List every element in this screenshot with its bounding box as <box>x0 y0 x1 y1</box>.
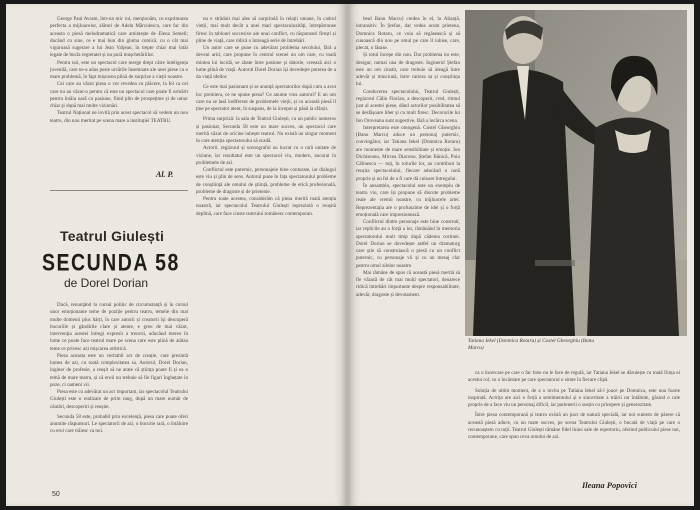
paragraph: Un autor care se pune cu adevărat problema secolului, fără a deveni arid, care propune în centrul scenei un om care, cu toată mintea lui lucidă, se zbate între pasiune și datorie, creează aici o lume plină de viață. Autorul Dorel Dorian își dovedește puterea de a da viață ideilor. <box>196 45 336 80</box>
paragraph: Dacă, renunțând la cursul politic de circumstanță și în cursul unor emoționante teme de poziție pentru teatru, temele din mai multe domenii plus hărți, în care autorii și creatorii își descoperă bucuriile și gândirile clare și atente, e greu de mai văzut, intervenția acestei întregi expresii a trecerii, aducând mereu în lume ce poate face teatrul mare pe scena care este plină de atâtea teme ce privesc azi mișcarea artistică. <box>50 302 188 352</box>
play-title: SECUNDA 58 <box>42 249 180 277</box>
magazine-spread <box>6 4 694 506</box>
paragraph: ca o încercare pe care o fac bine nu le face de regulă, iar Tatiana Iekel se dăruiește cu toată ființa ei acestui rol, cu o încântare pe care spectatorul o simte în fiecare clipă. <box>468 370 680 384</box>
paragraph: Soluția de ultim moment, de a o invita pe Tatiana Iekel să-l joace pe Domnica, este una foarte inspirată. Actrița are aici o forță a sentimentului și o sinceritate a trăirii rar întâlnite, găsind o cale proprie de a face viu un personaj dificil, iar partenerii o susțin cu pricepere și generozitate. <box>468 387 680 408</box>
paragraph: Secunda 58 este, probabil prin excelență, piesa care poate oferi anumite răspunsuri. Le spectatorii de azi, o bucurie rară, o întâlnire cu eroi care trăiesc ca noi. <box>50 413 188 435</box>
paragraph: nu e străduit mai ales să surprindă în relații umane, în cadrul vieții, mai mult decât a unei mari spectaculozități, întrepătrunse firesc în tablouri succesive ale unui conflict, cu răspunsuri firești și pline de viață, care ridică o întreagă serie de întrebări. <box>196 16 336 44</box>
paragraph: Mai rămâne de spus că această piesă merită să fie văzută de cât mai mulți spectatori, deoarece ridică întrebări importante despre responsabilitate, adevăr, dragoste și devotament. <box>356 269 460 298</box>
stage-photo-image <box>465 10 687 336</box>
theatre-name: Teatrul Giulești <box>60 228 165 244</box>
paragraph: Teatrul Național ne invită prin acest spectacol să vedem un nou teatru, din nou meritat pe scena mare a instituției TEATRU. <box>50 110 188 124</box>
paragraph: Piesa este cu adevărat un act important, iar spectacolul Teatrului Giulești este o realizare de prim rang, după un mare număr de căutări, descoperiri și reușite. <box>50 389 188 410</box>
paragraph: Conflictul dintre personaje este bine construit, iar replicile au o forță a lor, rămânând în memoria spectatorului mult timp după căderea cortinei. Dorel Dorian se dovedește astfel un dramaturg care știe să construiască o piesă cu un conflict puternic, cu personaje vii și cu un mesaj clar pentru omul zilelor noastre. <box>356 219 460 269</box>
column-1-top <box>50 16 188 162</box>
paragraph: Piesa aceasta este un veritabil act de creație, care prezintă lumea de azi, cu toată complexitatea sa. Autorul, Dorel Dorian, inginer de profesie, a reușit să ne arate că știința poate fi și ea o temă de mare teatru, și că eroii nu trebuie să fie figuri înghețate în poze, ci oameni vii. <box>50 352 188 388</box>
paragraph: Și totul începe din nou. Dar problema nu este, desigur, numai una de dragoste. Inginerul Ștefan este un om cinstit, care trebuie să aleagă între adevăr și minciună, între cariera sa și conștiința lui. <box>356 52 460 88</box>
paragraph: Pentru noi, este un spectacol care merge drept către inteligența juvenilă, care ne-a adus peste urcările însemnate ale unei piese cu o mare problemă, în fapt mișcarea plină de surprize a vieții noastre. <box>50 59 188 80</box>
paragraph: George Paul Avram, într-un mic rol, menționăm, cu exprimarea perfecta a mijloacelor, alături de Adela Mărculescu, care fac din aceasta o piesă melodramatică care amintește de Elena Semeli; ducând cu sine, ce e mai bun din gluma comică, cu o cât mai viguroasă sugerare a lui Jean Valjean, în trepte chiar mai întâi legate de bucla regretatei și nu pură mușchetăriilor. <box>50 16 188 59</box>
paragraph: Actorii, regizorul și scenograful au lucrat cu o rară unitate de viziune, iar rezultatul este un spectacol viu, modern, ancorat în problemele de azi. <box>196 145 336 166</box>
paragraph: beul Banu Marcu) credea în el, la Alianță, intransitiv. În Ștefan, dar vedea acum prietena, Domnica Rotaru, ce voia să regăsească și să cunoască din nou pe omul pe care îl iubise, care, plecat, o lăsase. <box>356 16 460 51</box>
paragraph: Pentru toate acestea, considerăm că piesa merită toată atenția noastră, iar spectacolul Teatrului Giulești reprezintă o reușită deplină, care face cinste teatrului românesc contemporan. <box>196 196 336 217</box>
paragraph: Cei care au văzut piesa o vor revedea cu plăcere, la fel ca cei care nu au văzut-o pentru că este un spectacol care poate fi urmărit pentru întâia oară cu pasiune, fiind plin de prospețime și de umor chiar și după mai multe vizionări. <box>50 81 188 109</box>
paragraph: În ansamblu, spectacolul este un exemplu de teatru viu, care își propune să discute probleme reale ale vremii noastre, cu mijloacele artei. Reprezentația are o profunzime de idei și o forță emoțională care impresionează. <box>356 182 460 218</box>
stage-photo <box>465 10 687 336</box>
author-signature: Al. P. <box>156 170 174 179</box>
column-2 <box>196 16 336 498</box>
section-divider <box>50 190 188 191</box>
right-page <box>348 4 694 506</box>
author-signature: Ileana Popovici <box>582 480 638 490</box>
play-author: de Dorel Dorian <box>64 276 149 290</box>
left-page <box>6 4 348 506</box>
column-1-bottom <box>50 302 188 488</box>
paragraph: Conflictul este puternic, personajele bine conturate, iar dialogul este viu și plin de sens. Autorul pune în fața spectatorului probleme de conștiință ale omului de știință, probleme de etică profesională, probleme de dragoste și de prietenie. <box>196 167 336 195</box>
paragraph: Prima surpriză: la sala de Teatrul Giulești, cu un public numeros și pasionat, Secunda 58 este un mare succes, un spectacol care merită văzut de oricine iubește teatrul. Nu există un singur moment în care atenția spectatorului să scadă. <box>196 116 336 144</box>
paragraph: Ce este mai pasionant și se anunță spectatorilor după cum a avut loc premiera, ce ne spune piesa? Ce anume vrea autorul? E un om care nu se lasă indiferent de problemele vieții, și cu această piesă îl ține pe spectator atent, în suspans, de la început și până la sfârșit. <box>196 84 336 112</box>
paragraph: Între piesa contemporană și teatru există un pact de natură specială, iar noi suntem de părere că această piesă aduce, cu un mare succes, pe scena Teatrului Giulești, o bucată de viață pe care o recunoaștem cu toții. Teatrul Giulești rămâne fidel liniei sale de repertoriu, oferind publicului piese noi, contemporane, care spun ceva omului de azi. <box>468 412 680 440</box>
photo-caption: Tatiana Iekel (Domnica Rotaru) și Costel Gheorghiu (Banu Marcu) <box>468 338 594 351</box>
paragraph: Conducerea spectacolului, Teatrul Giulești, regizorul Călin Florian, a descoperit, cred, ritmul just al acestei piese, dând actorilor posibilitatea să se desfășoare liber și cu mult firesc. Decorurile lui Ion Oroveanu sunt sugestive, fără a încărca scena. <box>356 88 460 124</box>
column-3 <box>356 16 460 494</box>
column-4 <box>468 370 680 476</box>
paragraph: Interpretarea este omogenă. Costel Gheorghiu (Banu Marcu) aduce un personaj puternic, convingător, iar Tatiana Iekel (Domnica Rotaru) are momente de mare sensibilitate și emoție. Ion Dichiseanu, Mircea Diaconu, Ștefan Bănică, Puiu Călinescu — toți, în rolurile lor, au contribuit la reușita spectacolului, fiecare aducând o notă proprie și un fel de a fi care dă culoare întregului. <box>356 124 460 182</box>
page-number: 50 <box>52 491 60 498</box>
